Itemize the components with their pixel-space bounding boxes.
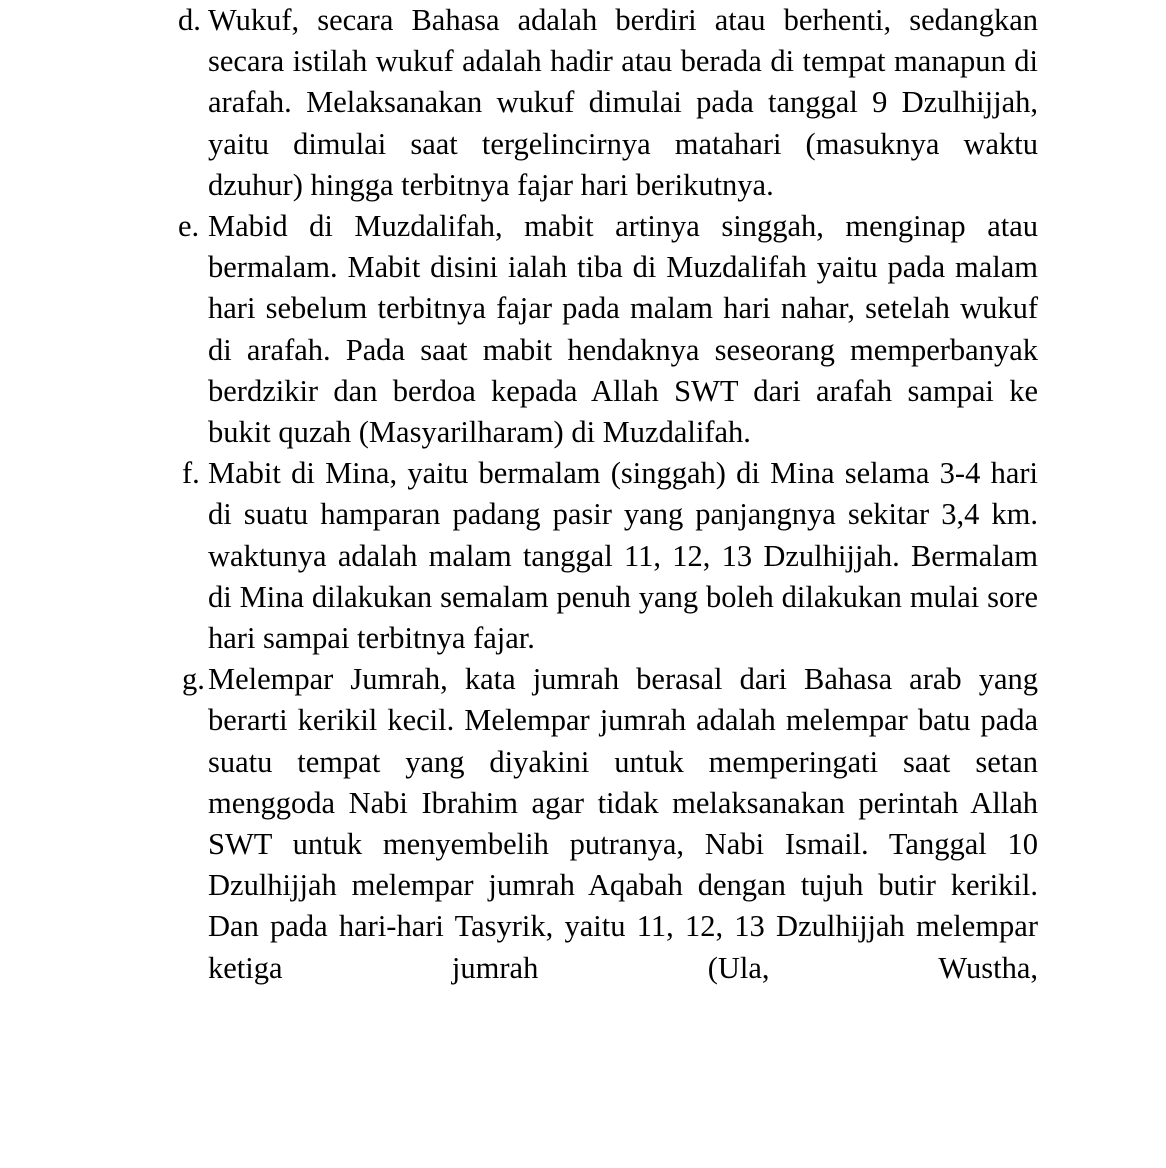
list-item xyxy=(178,0,1038,206)
list-item-text: Wukuf, secara Bahasa adalah berdiri atau berhenti, sedangkan secara istilah wukuf adalah hadir atau berada di tempat manapun di arafah. Melaksanakan wukuf dimulai pada tanggal 9 Dzulhijjah, yaitu dimulai saat tergelincirnya matahari (masuknya waktu dzuhur) hingga terbitnya fajar hari berikutnya. xyxy=(208,3,1038,202)
list-item-marker: g. xyxy=(182,662,205,697)
list-item-text: Melempar Jumrah, kata jumrah berasal dari Bahasa arab yang berarti kerikil kecil. Melempar jumrah adalah melempar batu pada suatu tempat yang diyakini untuk memperingati saat setan menggoda Nabi Ibrahim agar tidak melaksanakan perintah Allah SWT untuk menyembelih putranya, Nabi Ismail. Tanggal 10 Dzulhijjah melempar jumrah Aqabah dengan tujuh butir kerikil. Dan pada hari-hari Tasyrik, yaitu 11, 12, 13 Dzulhijjah melempar ketiga jumrah (Ula, Wustha, xyxy=(208,662,1038,985)
list-item-text: Mabid di Muzdalifah, mabit artinya singgah, menginap atau bermalam. Mabit disini ialah tiba di Muzdalifah yaitu pada malam hari sebelum terbitnya fajar pada malam hari nahar, setelah wukuf di arafah. Pada saat mabit hendaknya seseorang memperbanyak berdzikir dan berdoa kepada Allah SWT dari arafah sampai ke bukit quzah (Masyarilharam) di Muzdalifah. xyxy=(208,209,1038,450)
lettered-list xyxy=(178,0,1038,1030)
list-item-text: Mabit di Mina, yaitu bermalam (singgah) di Mina selama 3-4 hari di suatu hamparan padang pasir yang panjangnya sekitar 3,4 km. waktunya adalah malam tanggal 11, 12, 13 Dzulhijjah. Bermalam di Mina dilakukan semalam penuh yang boleh dilakukan mulai sore hari sampai terbitnya fajar. xyxy=(208,456,1038,656)
list-item-marker: e. xyxy=(178,209,200,244)
document-text-column xyxy=(178,0,1038,1030)
list-item xyxy=(178,453,1038,659)
list-item xyxy=(178,659,1038,1030)
list-item-marker: d. xyxy=(178,3,201,37)
list-item-marker: f. xyxy=(182,456,200,491)
list-item xyxy=(178,206,1038,453)
